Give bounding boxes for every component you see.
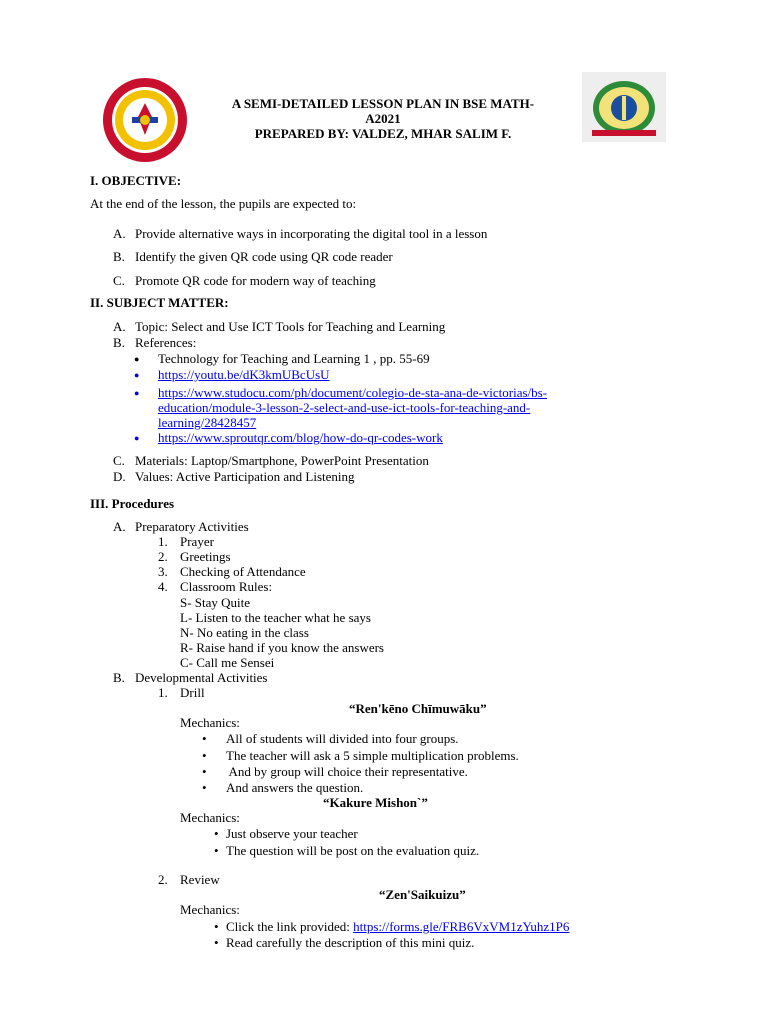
objective-item-a: Provide alternative ways in incorporating the digital tool in a lesson <box>135 226 488 241</box>
prep-marker-3: 3. <box>158 564 168 579</box>
review-label: Review <box>180 872 220 887</box>
reference-book: ● Technology for Teaching and Learning 1 , pp. 55-69 <box>158 351 430 366</box>
developmental-marker: B. <box>113 670 125 685</box>
game1-mechanic-2: • The teacher will ask a 5 simple multiplication problems. <box>226 748 519 763</box>
game2-mechanic-1: • Just observe your teacher <box>226 826 358 841</box>
university-seal-logo <box>102 77 188 163</box>
prep-item-rules: Classroom Rules: <box>180 579 273 594</box>
mechanics-label-3: Mechanics: <box>180 902 240 917</box>
objective-intro: At the end of the lesson, the pupils are expected to: <box>90 196 357 211</box>
prep-item-prayer: Prayer <box>180 534 214 549</box>
prep-marker-1: 1. <box>158 534 168 549</box>
game1-title: “Ren'kēno Chīmuwāku” <box>349 701 487 716</box>
rule-l: L- Listen to the teacher what he says <box>180 610 371 625</box>
game2-title: “Kakure Mishon`” <box>323 795 428 810</box>
game2-mechanic-2: • The question will be post on the evaluation quiz. <box>226 843 479 858</box>
objective-marker-c: C. <box>113 273 125 288</box>
preparatory-label: Preparatory Activities <box>135 519 249 534</box>
materials-text: Materials: Laptop/Smartphone, PowerPoint Presentation <box>135 453 429 468</box>
reference-link-studocu-line2[interactable]: education/module-3-lesson-2-select-and-use-ict-tools-for-teaching-and- <box>158 400 531 415</box>
game3-mechanic-1 <box>226 919 569 934</box>
drill-label: Drill <box>180 685 205 700</box>
game3-title: “Zen'Saikuizu” <box>379 887 466 902</box>
subject-heading: II. SUBJECT MATTER: <box>90 295 229 310</box>
objective-item-b: Identify the given QR code using QR code reader <box>135 249 393 264</box>
values-text: Values: Active Participation and Listening <box>135 469 355 484</box>
college-seal-logo <box>582 72 666 142</box>
procedures-heading: III. Procedures <box>90 496 175 511</box>
prep-item-greetings: Greetings <box>180 549 231 564</box>
values-marker: D. <box>113 469 126 484</box>
rule-c: C- Call me Sensei <box>180 655 275 670</box>
prep-marker-2: 2. <box>158 549 168 564</box>
prep-marker-4: 4. <box>158 579 168 594</box>
references-label: References: <box>135 335 197 350</box>
game1-mechanic-1: • All of students will divided into four groups. <box>226 731 459 746</box>
references-marker: B. <box>113 335 125 350</box>
rule-r: R- Raise hand if you know the answers <box>180 640 384 655</box>
game1-mechanic-3: • And by group will choice their representative. <box>226 764 468 779</box>
document-title-line1: A SEMI-DETAILED LESSON PLAN IN BSE MATH- <box>231 96 535 111</box>
rule-s: S- Stay Quite <box>180 595 251 610</box>
prepared-by: PREPARED BY: VALDEZ, MHAR SALIM F. <box>254 126 512 141</box>
drill-marker: 1. <box>158 685 168 700</box>
objective-marker-b: B. <box>113 249 125 264</box>
reference-link-sproutqr[interactable]: ● https://www.sproutqr.com/blog/how-do-qr-codes-work <box>158 430 443 445</box>
developmental-label: Developmental Activities <box>135 670 268 685</box>
reference-link-studocu-line3[interactable]: learning/28428457 <box>158 415 257 430</box>
materials-marker: C. <box>113 453 125 468</box>
reference-link-studocu[interactable]: ● https://www.studocu.com/ph/document/colegio-de-sta-ana-de-victorias/bs- <box>158 385 547 400</box>
document-title-line2: A2021 <box>365 111 401 126</box>
review-marker: 2. <box>158 872 168 887</box>
game3-mechanic-1-prefix: Click the link provided: <box>226 919 354 934</box>
game3-mechanic-2: • Read carefully the description of this mini quiz. <box>226 935 474 950</box>
quiz-form-link[interactable]: https://forms.gle/FRB6VxVM1zYuhz1P6 <box>353 919 570 934</box>
objective-item-c: Promote QR code for modern way of teaching <box>135 273 376 288</box>
mechanics-label-1: Mechanics: <box>180 715 240 730</box>
objective-marker-a: A. <box>113 226 126 241</box>
preparatory-marker: A. <box>113 519 126 534</box>
objective-heading: I. OBJECTIVE: <box>90 173 182 188</box>
game1-mechanic-4: • And answers the question. <box>226 780 363 795</box>
reference-link-youtube[interactable]: ● https://youtu.be/dK3kmUBcUsU <box>158 367 330 382</box>
prep-item-attendance: Checking of Attendance <box>180 564 306 579</box>
rule-n: N- No eating in the class <box>180 625 309 640</box>
topic-text: Topic: Select and Use ICT Tools for Teaching and Learning <box>135 319 446 334</box>
mechanics-label-2: Mechanics: <box>180 810 240 825</box>
topic-marker: A. <box>113 319 126 334</box>
